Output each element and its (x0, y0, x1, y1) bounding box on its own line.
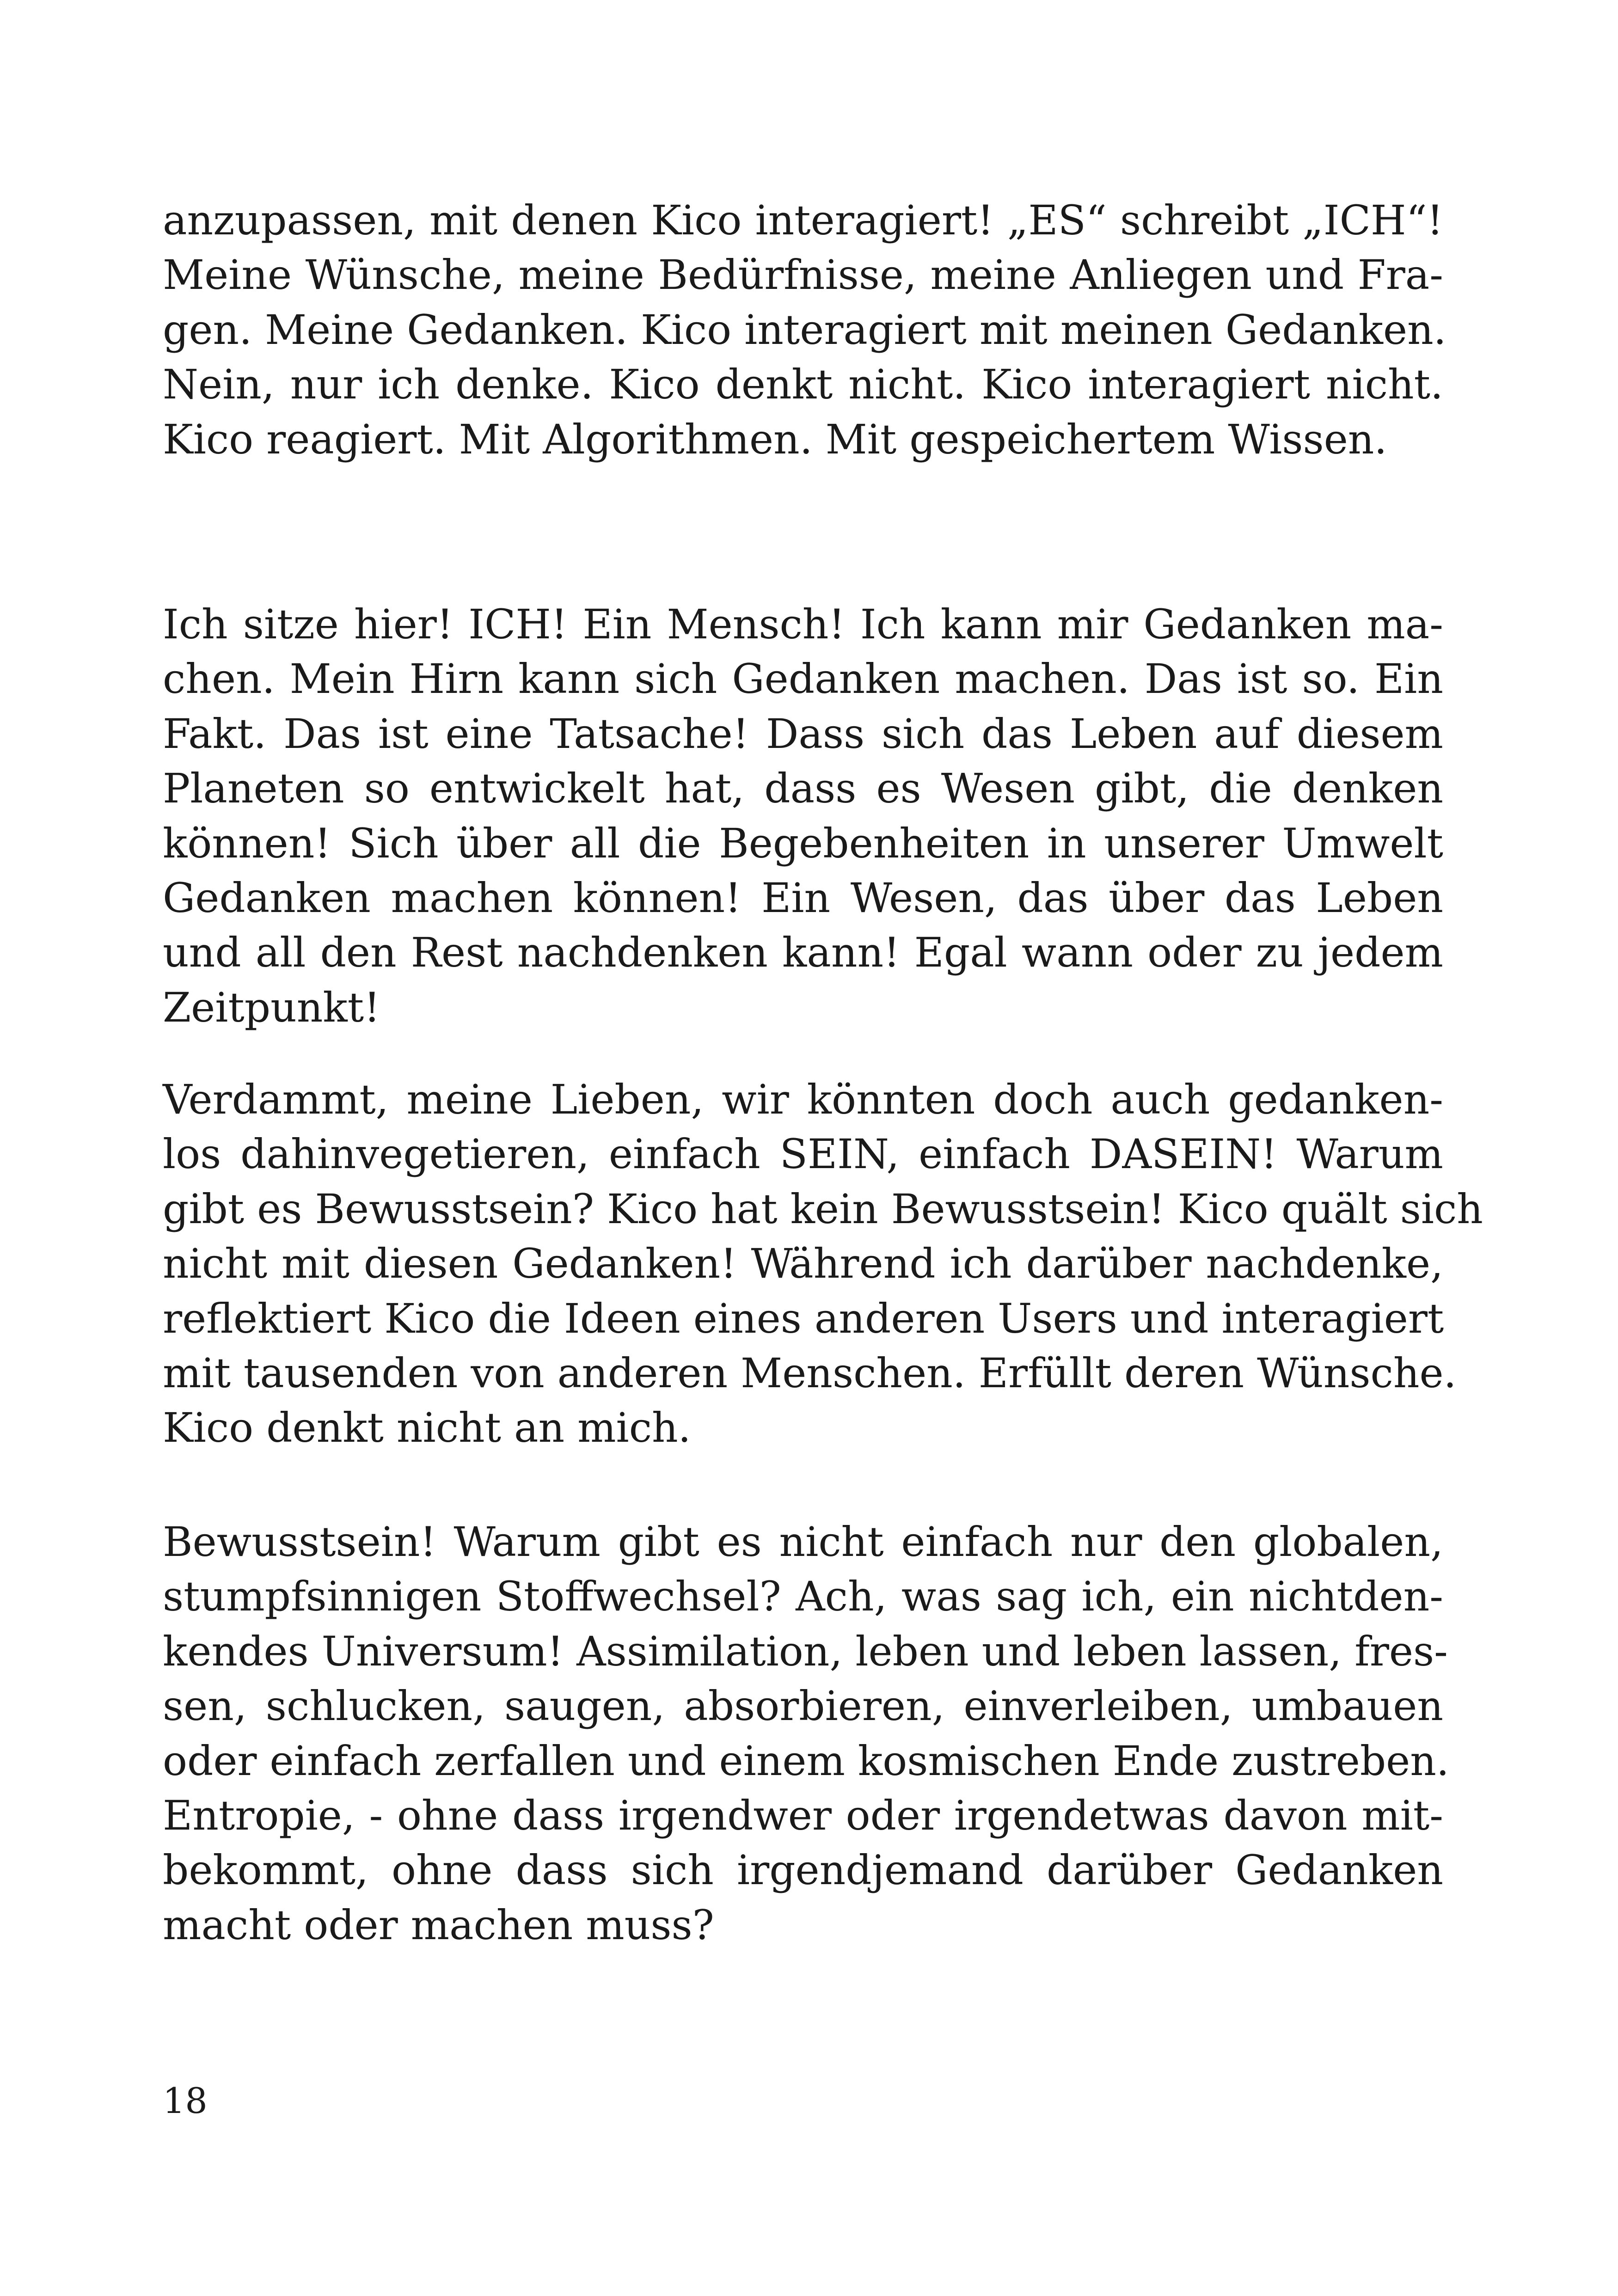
text-line: Planeten so entwickelt hat, dass es Wesen gibt, die denken (163, 765, 1443, 813)
text-line: anzupassen, mit denen Kico interagiert! „ES“ schreibt „ICH“! (163, 196, 1443, 244)
text-line: stumpfsinnigen Stoffwechsel? Ach, was sag ich, ein nichtden- (163, 1573, 1443, 1621)
text-line: Entropie, - ohne dass irgendwer oder irgendetwas davon mit- (163, 1791, 1443, 1839)
page-number: 18 (163, 2080, 208, 2121)
text-line: gibt es Bewusstsein? Kico hat kein Bewusstsein! Kico quält sich (163, 1185, 1483, 1233)
text-line: gen. Meine Gedanken. Kico interagiert mit meinen Gedanken. (163, 306, 1446, 354)
paragraph-3 (163, 1072, 1483, 1456)
text-line: Fakt. Das ist eine Tatsache! Dass sich das Leben auf diesem (163, 710, 1443, 758)
text-line: Nein, nur ich denke. Kico denkt nicht. Kico interagiert nicht. (163, 361, 1443, 409)
text-line: Kico denkt nicht an mich. (163, 1404, 691, 1452)
text-line: Ich sitze hier! ICH! Ein Mensch! Ich kann mir Gedanken ma- (163, 600, 1443, 648)
text-line: Verdammt, meine Lieben, wir könnten doch auch gedanken- (163, 1076, 1443, 1123)
text-line: sen, schlucken, saugen, absorbieren, einverleiben, umbauen (163, 1682, 1443, 1730)
text-line: Zeitpunkt! (163, 983, 380, 1031)
paragraph-2 (163, 597, 1443, 1035)
text-line: Meine Wünsche, meine Bedürfnisse, meine Anliegen und Fra- (163, 251, 1443, 299)
text-line: los dahinvegetieren, einfach SEIN, einfach DASEIN! Warum (163, 1130, 1443, 1178)
paragraph-1 (163, 193, 1446, 467)
text-line: kendes Universum! Assimilation, leben und leben lassen, fres- (163, 1627, 1448, 1675)
text-line: nicht mit diesen Gedanken! Während ich darüber nachdenke, (163, 1240, 1443, 1288)
text-line: und all den Rest nachdenken kann! Egal wann oder zu jedem (163, 929, 1443, 977)
text-line: oder einfach zerfallen und einem kosmischen Ende zustreben. (163, 1737, 1449, 1785)
text-line: Bewusstsein! Warum gibt es nicht einfach nur den globalen, (163, 1518, 1443, 1566)
text-line: reflektiert Kico die Ideen eines anderen Users und interagiert (163, 1294, 1444, 1342)
text-line: Gedanken machen können! Ein Wesen, das über das Leben (163, 874, 1443, 922)
text-line: können! Sich über all die Begebenheiten in unserer Umwelt (163, 819, 1443, 867)
text-line: mit tausenden von anderen Menschen. Erfüllt deren Wünsche. (163, 1349, 1457, 1397)
text-line: macht oder machen muss? (163, 1901, 714, 1949)
text-line: chen. Mein Hirn kann sich Gedanken machen. Das ist so. Ein (163, 655, 1443, 703)
text-line: bekommt, ohne dass sich irgendjemand darüber Gedanken (163, 1846, 1443, 1894)
text-line: Kico reagiert. Mit Algorithmen. Mit gespeichertem Wissen. (163, 415, 1387, 463)
paragraph-4 (163, 1515, 1449, 1953)
